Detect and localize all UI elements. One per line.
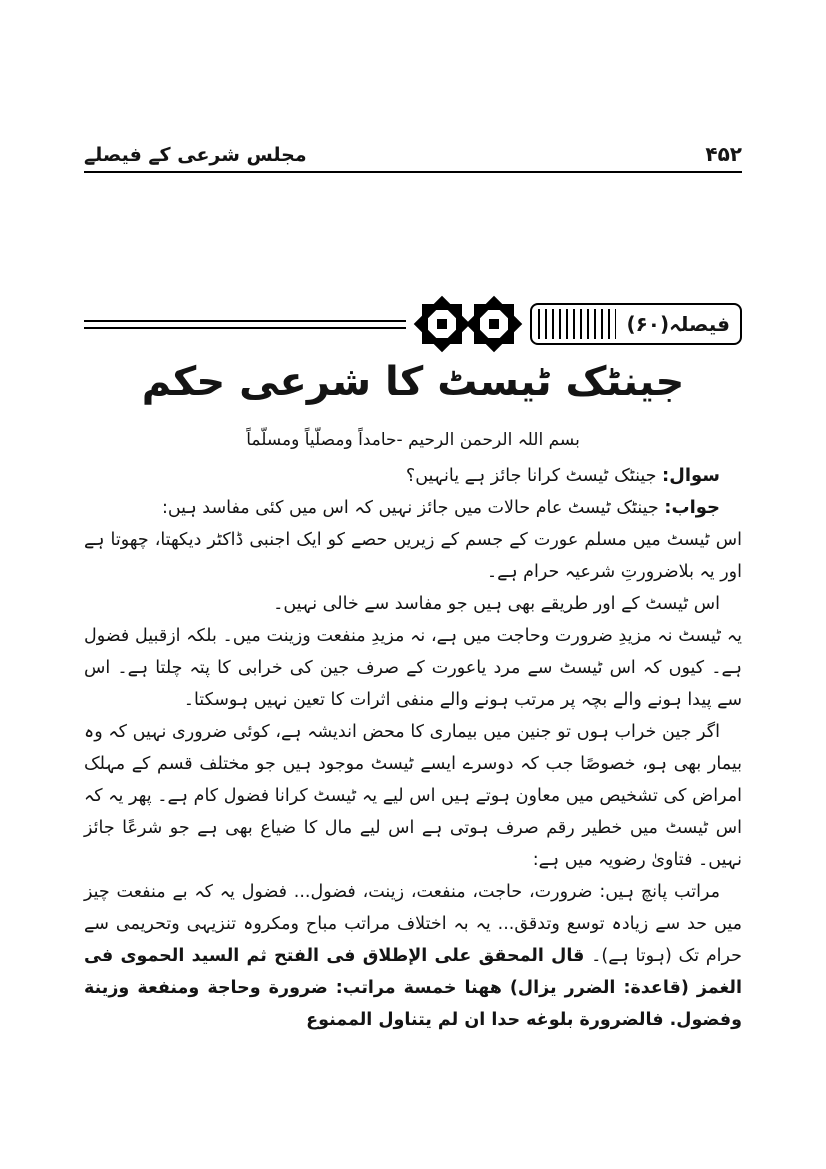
- body-paragraph: اگر جین خراب ہوں تو جنین میں بیماری کا محض اندیشہ ہے، کوئی ضروری نہیں کہ وہ بیمار بھی ہو، خصوصًا جب کہ دوسرے ایسے ٹیسٹ موجود ہیں جو مختلف قسم کے مہلک امراض کی تشخیص میں معاون ہوتے ہیں اس لیے یہ ٹیسٹ کرانا فضول کام ہے۔ پھر یہ کہ اس ٹیسٹ میں خطیر رقم صرف ہوتی ہے اس لیے مال کا ضیاع بھی ہے جو شرعًا جائز نہیں۔ فتاویٰ رضویہ میں ہے:: [84, 722, 742, 870]
- answer-paragraph: [84, 492, 742, 524]
- fatawa-quote-paragraph: [84, 876, 742, 1036]
- decision-band: [84, 299, 742, 349]
- quote-arabic-text: قال المحقق علی الإطلاق فی الفتح ثم السید الحموی فی الغمز (قاعدة: الضرر یزال) ههنا خمسة مراتب: ضرورة وحاجة ومنفعة وزینة وفضول. فالضرورة بلوغه حدا ان لم یتناول الممنوع: [84, 946, 742, 1030]
- decision-number-box: [530, 303, 742, 345]
- body-paragraph: اس ٹیسٹ کے اور طریقے بھی ہیں جو مفاسد سے خالی نہیں۔: [273, 594, 720, 614]
- quote-urdu-text: مراتب پانچ ہیں: ضرورت، حاجت، منفعت، زینت، فضول... فضول یہ کہ بے منفعت چیز میں حد سے زیادہ توسع وتدقق... یہ بہ اختلاف مراتب مباح ومکروہ تنزیہی وتحریمی سے حرام تک (ہوتا ہے)۔: [84, 882, 742, 966]
- running-title: مجلس شرعی کے فیصلے: [84, 144, 307, 166]
- basmala-line: بسم اللہ الرحمن الرحیم -حامداً ومصلّیاً ومسلّماً: [246, 430, 580, 450]
- article-body: [84, 460, 742, 1036]
- page-number: ۴۵۲: [705, 142, 742, 166]
- question-text: جینٹک ٹیسٹ کرانا جائز ہے یانہیں؟: [405, 466, 663, 486]
- star-ornament-icon: [409, 298, 527, 350]
- body-paragraph: یہ ٹیسٹ نہ مزیدِ ضرورت وحاجت میں ہے، نہ مزیدِ منفعت وزینت میں۔ بلکہ ازقبیل فضول ہے۔ کیوں کہ اس ٹیسٹ سے مرد یاعورت کے صرف جین کی خرابی کا پتہ چلتا ہے۔ اس سے پیدا ہونے والے بچہ پر مرتب ہونے والے منفی اثرات کا تعین نہیں ہوسکتا۔: [84, 626, 742, 710]
- body-paragraph: اس ٹیسٹ میں مسلم عورت کے جسم کے زیریں حصے کو ایک اجنبی ڈاکٹر دیکھتا، چھوتا ہے اور یہ بلاضرورتِ شرعیہ حرام ہے۔: [84, 530, 742, 582]
- band-rule: [84, 320, 406, 329]
- hatch-stripes-icon: [538, 309, 616, 339]
- answer-label: جواب:: [664, 497, 720, 518]
- decision-number-label: فیصلہ(۶۰): [626, 312, 730, 336]
- question-paragraph: [84, 460, 742, 492]
- answer-text: جینٹک ٹیسٹ عام حالات میں جائز نہیں کہ اس میں کئی مفاسد ہیں:: [161, 498, 665, 518]
- page-header: [84, 142, 742, 173]
- question-label: سوال:: [662, 465, 720, 486]
- chapter-title: جینٹک ٹیسٹ کا شرعی حکم: [141, 359, 685, 405]
